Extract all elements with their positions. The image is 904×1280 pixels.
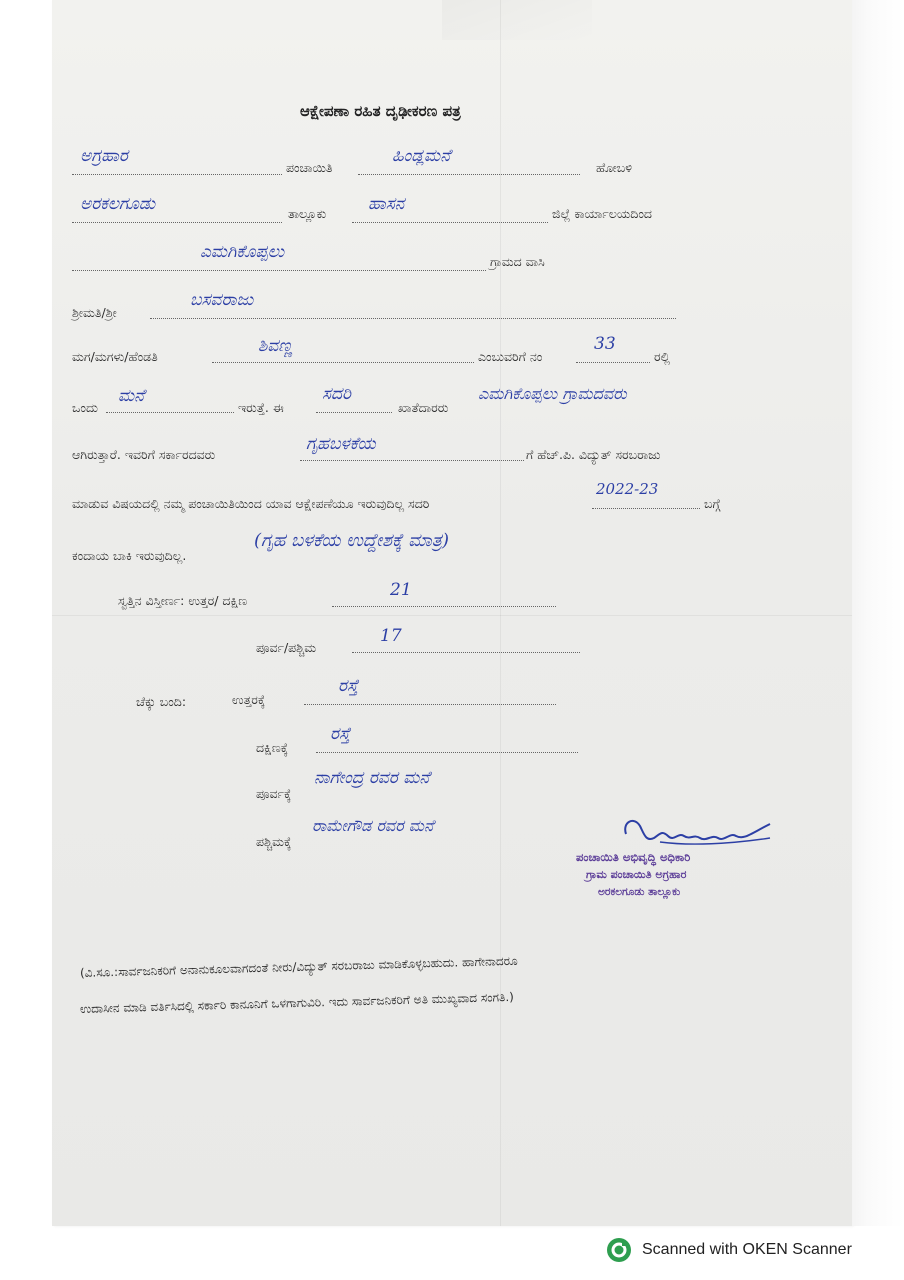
label-shrimati: ಶ್ರೀಮತಿ/ಶ್ರೀ bbox=[72, 305, 117, 320]
fold-line bbox=[52, 615, 852, 616]
handwritten-remark: (ಗೃಹ ಬಳಕೆಯ ಉದ್ದೇಶಕ್ಕೆ ಮಾತ್ರ) bbox=[254, 530, 450, 551]
handwritten-south-boundary: ರಸ್ತೆ bbox=[330, 724, 351, 744]
handwritten-district: ಹಾಸನ bbox=[368, 194, 405, 214]
dotted-line bbox=[150, 318, 676, 319]
stamp-line-3: ಅರಕಲಗೂಡು ತಾಲ್ಲೂಕು bbox=[598, 886, 681, 898]
label-exists-this: ಇರುತ್ತೆ. ಈ bbox=[238, 400, 284, 415]
document-paper bbox=[52, 0, 852, 1226]
handwritten-property: ಮನೆ bbox=[118, 386, 145, 406]
document-title: ಆಕ್ಷೇಪಣಾ ರಹಿತ ದೃಢೀಕರಣ ಪತ್ರ bbox=[300, 102, 461, 120]
note-line-1: (ವಿ.ಸೂ.:ಸಾರ್ವಜನಿಕರಿಗೆ ಅನಾನುಕೂಲವಾಗದಂತೆ ನೀರು/ವಿದ್ಯುತ್ ಸರಬರಾಜು ಮಾಡಿಕೊಳ್ಳಬಹುದು. ಹಾಗೇನಾದರೂ bbox=[79, 953, 518, 980]
dotted-line bbox=[352, 222, 548, 223]
fold-line bbox=[500, 0, 501, 1226]
dotted-line bbox=[106, 412, 234, 413]
dotted-line bbox=[300, 460, 524, 461]
label-west: ಪಶ್ಚಿಮಕ್ಕೆ bbox=[256, 834, 292, 849]
handwritten-hobli: ಹಿಂಡ್ಲಮನೆ bbox=[392, 146, 451, 166]
dotted-line bbox=[304, 704, 556, 705]
label-known-as-no: ಎಂಬುವರಿಗೆ ನಂ bbox=[478, 349, 543, 364]
handwritten-village: ಎಮಗಿಕೊಪ್ಪಲು bbox=[200, 242, 285, 262]
dotted-line bbox=[576, 362, 650, 363]
handwritten-purpose: ಗೃಹಬಳಕೆಯ bbox=[306, 434, 376, 454]
handwritten-holder-desc: ಎಮಗಿಕೊಪ್ಪಲು ಗ್ರಾಮದವರು bbox=[478, 384, 627, 403]
label-hobli: ಹೋಬಳಿ bbox=[596, 160, 633, 175]
dotted-line bbox=[592, 508, 700, 509]
label-taluk: ತಾಲ್ಲೂಕು bbox=[288, 206, 327, 221]
handwritten-north-south: 21 bbox=[390, 580, 412, 600]
paper-crease bbox=[442, 0, 592, 40]
label-north: ಉತ್ತರಕ್ಕೆ bbox=[232, 692, 266, 707]
dotted-line bbox=[72, 174, 282, 175]
dotted-line bbox=[352, 652, 580, 653]
label-tax-due: ಕಂದಾಯ ಬಾಕಿ ಇರುವುದಿಲ್ಲ. bbox=[72, 548, 187, 563]
handwritten-said: ಸದರಿ bbox=[322, 384, 351, 404]
oken-logo-icon bbox=[606, 1237, 632, 1263]
stamp-line-2: ಗ್ರಾಮ ಪಂಚಾಯಿತಿ ಅಗ್ರಹಾರ bbox=[586, 868, 687, 881]
handwritten-north-boundary: ರಸ್ತೆ bbox=[338, 676, 359, 696]
label-south: ದಕ್ಷಿಣಕ್ಕೆ bbox=[256, 740, 289, 755]
note-line-2: ಉದಾಸೀನ ಮಾಡಿ ವರ್ತಿಸಿದಲ್ಲಿ ಸರ್ಕಾರಿ ಕಾನೂನಿಗೆ ಒಳಗಾಗುವಿರಿ. ಇದು ಸಾರ್ವಜನಿಕರಿಗೆ ಅತಿ ಮುಖ್ಯವಾದ ಸಂಗತಿ.) bbox=[79, 989, 515, 1016]
label-boundaries: ಚೆಕ್ಕು ಬಂದಿ: bbox=[136, 694, 187, 709]
dotted-line bbox=[332, 606, 556, 607]
label-in: ರಲ್ಲಿ bbox=[654, 349, 671, 364]
label-regarding: ಮಾಡುವ ವಿಷಯದಲ್ಲಿ ನಮ್ಮ ಪಂಚಾಯಿತಿಯಿಂದ ಯಾವ ಆಕ್ಷೇಪಣೆಯೂ ಇರುವುದಿಲ್ಲ ಸದರಿ bbox=[72, 496, 430, 511]
label-east: ಪೂರ್ವಕ್ಕೆ bbox=[256, 786, 292, 801]
label-panchayat: ಪಂಚಾಯಿತಿ bbox=[286, 160, 333, 175]
label-relation: ಮಗ/ಮಗಳು/ಹೆಂಡತಿ bbox=[72, 349, 158, 364]
dotted-line bbox=[72, 222, 282, 223]
label-about: ಬಗ್ಗೆ bbox=[704, 496, 721, 511]
handwritten-panchayat: ಅಗ್ರಹಾರ bbox=[80, 146, 128, 166]
handwritten-relation: ಶಿವಣ್ಣ bbox=[258, 336, 293, 356]
handwritten-west-boundary: ರಾಮೇಗೌಡ ರವರ ಮನೆ bbox=[312, 816, 434, 835]
scan-margin bbox=[852, 0, 904, 1226]
handwritten-east-west: 17 bbox=[380, 626, 402, 646]
stamp-line-1: ಪಂಚಾಯಿತಿ ಅಭಿವೃದ್ಧಿ ಅಧಿಕಾರಿ bbox=[576, 850, 691, 864]
handwritten-year: 2022-23 bbox=[596, 480, 659, 498]
label-govt-line: ಆಗಿರುತ್ತಾರೆ. ಇವರಿಗೆ ಸರ್ಕಾರದವರು bbox=[72, 447, 216, 462]
handwritten-taluk: ಅರಕಲಗೂಡು bbox=[80, 194, 156, 214]
label-district-office: ಜಿಲ್ಲೆ ಕಾರ್ಯಾಲಯದಿಂದ bbox=[552, 206, 652, 221]
dotted-line bbox=[358, 174, 580, 175]
label-extent: ಸ್ವತ್ತಿನ ವಿಸ್ತೀರ್ಣ: ಉತ್ತರ/ ದಕ್ಷಿಣ bbox=[118, 593, 248, 608]
label-hp-power: ಗೆ ಹೆಚ್.ಪಿ. ವಿದ್ಯುತ್ ಸರಬರಾಜು bbox=[526, 447, 661, 462]
label-east-west: ಪೂರ್ವ/ಪಶ್ಚಿಮ bbox=[256, 640, 317, 655]
dotted-line bbox=[316, 752, 578, 753]
handwritten-number: 33 bbox=[594, 334, 616, 354]
handwritten-person-name: ಬಸವರಾಜು bbox=[190, 290, 254, 310]
dotted-line bbox=[212, 362, 474, 363]
handwritten-east-boundary: ನಾಗೇಂದ್ರ ರವರ ಮನೆ bbox=[314, 768, 430, 788]
dotted-line bbox=[316, 412, 392, 413]
label-one: ಒಂದು bbox=[72, 400, 98, 415]
dotted-line bbox=[72, 270, 486, 271]
label-account-holder: ಖಾತೆದಾರರು bbox=[398, 400, 449, 415]
footer-text: Scanned with OKEN Scanner bbox=[642, 1241, 852, 1258]
scanner-footer bbox=[606, 1238, 852, 1262]
label-village-resident: ಗ್ರಾಮದ ವಾಸಿ bbox=[490, 254, 545, 269]
